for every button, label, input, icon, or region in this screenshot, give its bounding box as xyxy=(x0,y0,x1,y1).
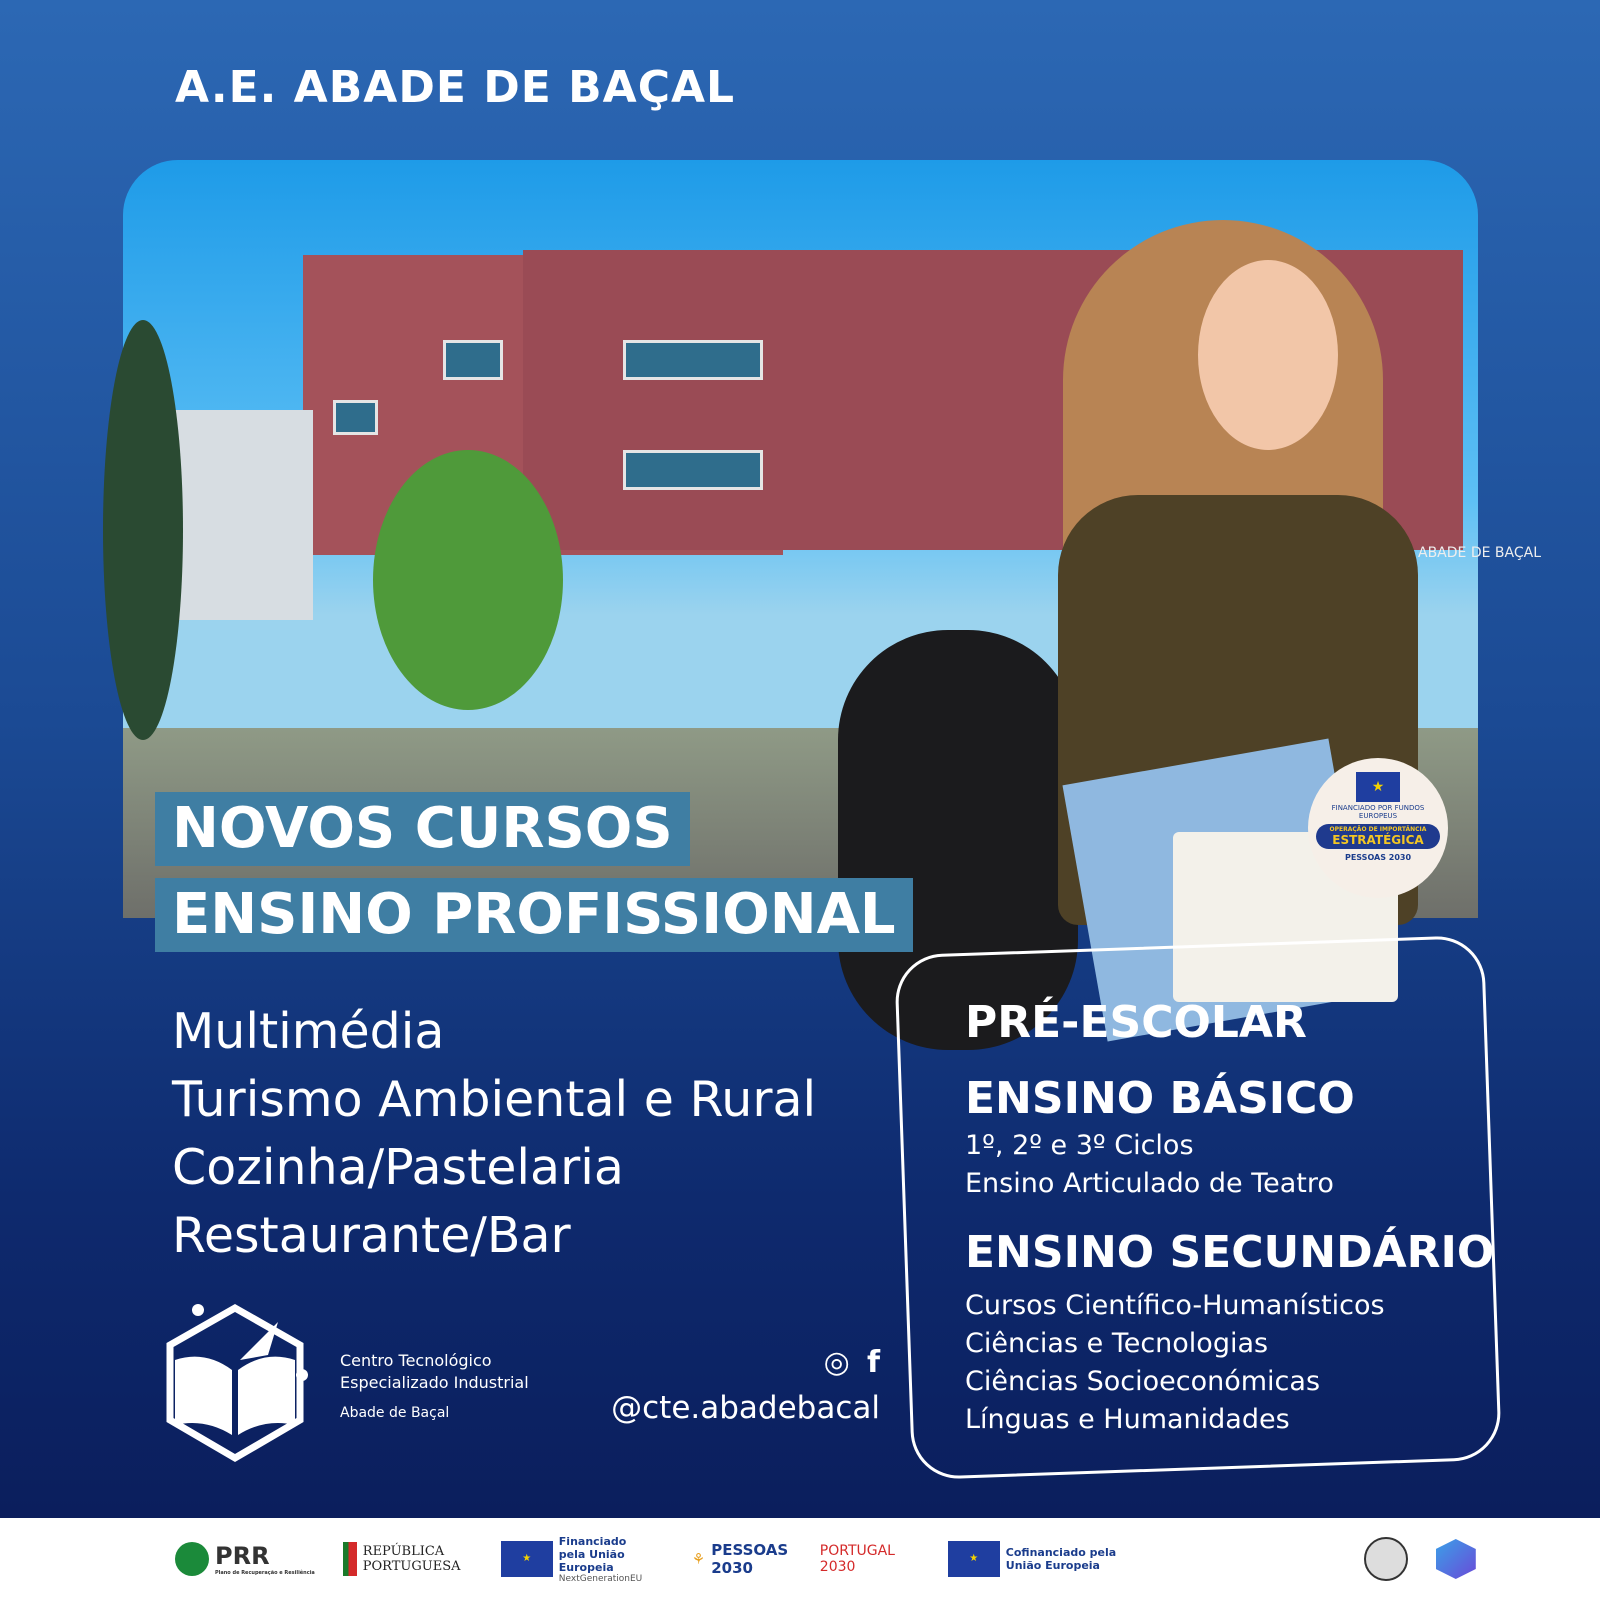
social-handle[interactable]: @cte.abadebacal xyxy=(611,1390,880,1426)
course-item: Restaurante/Bar xyxy=(172,1207,571,1264)
republica-portuguesa-logo: REPÚBLICA PORTUGUESA xyxy=(343,1542,473,1576)
level-basic: ENSINO BÁSICO xyxy=(965,1073,1355,1124)
funding-footer xyxy=(0,1518,1600,1600)
pessoas-2030-logo: ⚘ PESSOAS 2030 xyxy=(691,1541,789,1577)
course-item: Turismo Ambiental e Rural xyxy=(172,1071,817,1128)
level-secondary: ENSINO SECUNDÁRIO xyxy=(965,1227,1495,1278)
student-face xyxy=(1198,260,1338,450)
eu-nextgen-logo: ★ Financiado pela União Europeia NextGenerationEU xyxy=(501,1535,644,1584)
course-list xyxy=(172,998,816,1270)
banner-new-courses: NOVOS CURSOS xyxy=(155,792,690,866)
building-sign: ABADE DE BAÇAL xyxy=(1418,545,1541,561)
eu-funding-badge: ★ FINANCIADO POR FUNDOS EUROPEUS OPERAÇÃO DE IMPORTÂNCIA ESTRATÉGICA PESSOAS 2030 xyxy=(1308,758,1448,898)
eu-flag-icon: ★ xyxy=(1356,772,1400,802)
course-item: Cozinha/Pastelaria xyxy=(172,1139,624,1196)
eu-flag-icon: ★ xyxy=(948,1541,1000,1577)
eu-cofinanced-logo: ★ Cofinanciado pela União Europeia xyxy=(948,1541,1121,1577)
instagram-icon[interactable]: ◎ xyxy=(823,1345,850,1380)
level-pre-school: PRÉ-ESCOLAR xyxy=(965,997,1307,1048)
facebook-icon[interactable]: f xyxy=(866,1345,880,1380)
page-title: A.E. ABADE DE BAÇAL xyxy=(175,62,736,113)
banner-professional: ENSINO PROFISSIONAL xyxy=(155,878,913,952)
social-links xyxy=(600,1345,880,1426)
abade-portrait-seal xyxy=(1364,1537,1408,1581)
prr-logo: PRR Plano de Recuperação e Resiliência xyxy=(175,1542,315,1576)
school-book-logo-icon xyxy=(160,1300,310,1465)
education-levels: PRÉ-ESCOLAR ENSINO BÁSICO 1º, 2º e 3º Ciclos Ensino Articulado de Teatro ENSINO SECUNDÁRIO Cursos Científico-Humanísticos Ciências e Tecnologias Ciências Socioeconómicas Línguas e Humanidades xyxy=(965,997,1495,1435)
course-item: Multimédia xyxy=(172,1003,445,1060)
eu-flag-icon: ★ xyxy=(501,1541,553,1577)
school-logo-text: Centro Tecnológico Especializado Industrial Abade de Baçal xyxy=(340,1351,529,1421)
portugal-2030-logo: PORTUGAL 2030 xyxy=(819,1543,895,1575)
cte-small-logo-icon xyxy=(1436,1539,1476,1579)
